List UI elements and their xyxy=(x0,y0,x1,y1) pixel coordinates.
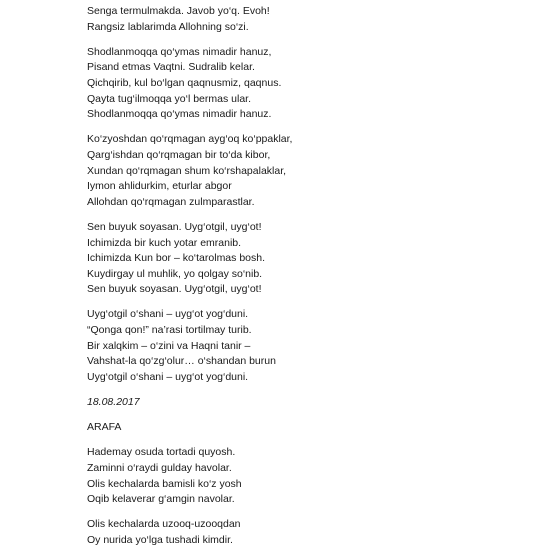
poem-line: Bir xalqkim – o‘zini va Haqni tanir – xyxy=(87,339,251,352)
poem-line: Ichimizda bir kuch yotar emranib. xyxy=(87,236,242,249)
poem-line: Zaminni o‘raydi gulday havolar. xyxy=(87,462,232,474)
poem-line: Vahshat-la qo‘zg‘olur… o‘shandan burun xyxy=(87,355,276,368)
poem-heading-block xyxy=(87,420,547,436)
stanza xyxy=(87,445,547,507)
poem-line: Kuydirgay ul muhlik, yo qolgay so‘nib. xyxy=(87,267,263,280)
poem-line: Ko‘zyoshdan qo‘rqmagan ayg‘oq ko‘ppaklar, xyxy=(87,133,293,146)
stanza xyxy=(87,220,547,298)
poem-line: Uyg‘otgil o‘shani – uyg‘ot yog‘duni. xyxy=(87,370,249,383)
poem-line: Sen buyuk soyasan. Uyg‘otgil, uyg‘ot! xyxy=(87,283,262,296)
poem-line: Shodlanmoqqa qo‘ymas nimadir hanuz. xyxy=(87,108,272,121)
poem-line: Ichimizda Kun bor – ko‘tarolmas bosh. xyxy=(87,252,266,265)
poem-line: “Qonga qon!” na’rasi tortilmay turib. xyxy=(87,324,252,337)
poem-line: Oqib kelaverar g‘amgin navolar. xyxy=(87,493,235,506)
stanza xyxy=(87,45,547,123)
poem-line: Olis kechalarda uzooq-uzooqdan xyxy=(87,518,241,531)
poem-line: Oy nurida yo‘lga tushadi kimdir. xyxy=(87,533,233,546)
poem-line: Pisand etmas Vaqtni. Sudralib kelar. xyxy=(87,61,255,74)
poem-line: Olis kechalarda bamisli ko‘z yosh xyxy=(87,477,242,490)
poem-line: Qayta tug‘ilmoqqa yo‘l bermas ular. xyxy=(87,92,251,105)
poem-line: Senga termulmakda. Javob yo‘q. Evoh! xyxy=(87,5,270,17)
stanza xyxy=(87,517,547,548)
poem-line: Allohdan qo‘rqmagan zulmparastlar. xyxy=(87,195,255,208)
poem-line: Rangsiz lablarimda Allohning so‘zi. xyxy=(87,20,249,33)
stanza xyxy=(87,307,547,385)
document-page xyxy=(87,4,547,558)
poem-line: Xundan qo‘rqmagan shum ko‘rshapalaklar, xyxy=(87,164,287,177)
poem-date: 18.08.2017 xyxy=(87,396,140,409)
stanza xyxy=(87,132,547,210)
poem-line: Iymon ahlidurkim, eturlar abgor xyxy=(87,180,232,193)
poem-line: Shodlanmoqqa qo‘ymas nimadir hanuz, xyxy=(87,45,272,58)
poem-line: Hademay osuda tortadi quyosh. xyxy=(87,446,236,459)
poem-line: Uyg‘otgil o‘shani – uyg‘ot yog‘duni. xyxy=(87,308,249,321)
poem-date-block xyxy=(87,395,547,411)
stanza xyxy=(87,4,547,35)
poem-heading: ARAFA xyxy=(87,421,122,434)
poem-line: Sen buyuk soyasan. Uyg‘otgil, uyg‘ot! xyxy=(87,220,262,233)
poem-line: Qichqirib, kul bo‘lgan qaqnusmiz, qaqnus. xyxy=(87,76,282,89)
poem-line: Qarg‘ishdan qo‘rqmagan bir to‘da kibor, xyxy=(87,148,271,161)
